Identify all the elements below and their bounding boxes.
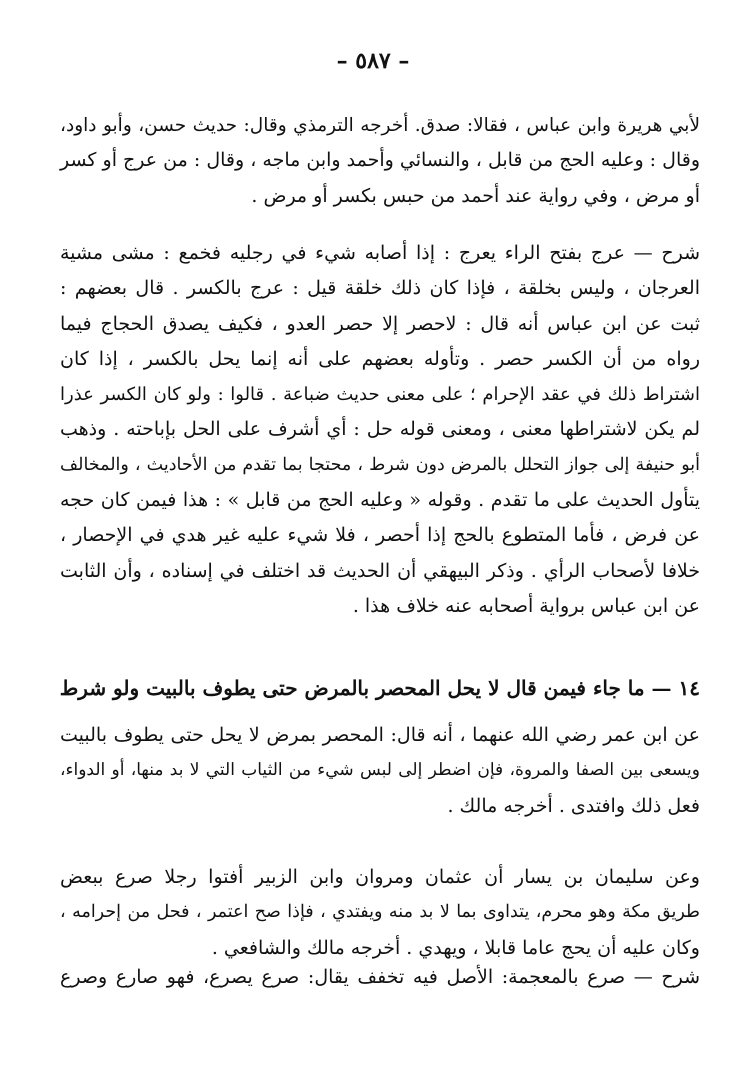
text-line: خلافا لأصحاب الرأي . وذكر البيهقي أن الحديث قد اختلف في إسناده ، وأن الثابت (60, 559, 700, 582)
text-line: فعل ذلك وافتدى . أخرجه مالك . (447, 794, 700, 817)
text-line: ويسعى بين الصفا والمروة، فإن اضطر إلى لبس شيء من الثياب التي لا بد منها، أو الدواء، (60, 760, 700, 781)
text-line: اشتراط ذلك في عقد الإحرام ؛ على معنى حديث ضباعة . قالوا : ولو كان الكسر عذرا (60, 384, 700, 406)
text-line: شرح — صرع بالمعجمة: الأصل فيه تخفف يقال: صرع يصرع، فهو صارع وصرع (60, 966, 700, 988)
text-line: أو مرض ، وفي رواية عند أحمد من حبس بكسر أو مرض . (251, 184, 700, 207)
text-line: العرجان ، وليس بخلقة ، فإذا كان ذلك خلقة قيل : عرج بالكسر . قال بعضهم : (60, 277, 700, 300)
page-number: – ٥٨٧ – (336, 48, 410, 74)
text-line: عن ابن عباس برواية أصحابه عنه خلاف هذا . (352, 594, 700, 617)
text-line: ثبت عن ابن عباس أنه قال : لاحصر إلا حصر العدو ، فكيف يصدق الحجاج فيما (60, 312, 700, 335)
text-line: عن فرض ، فأما المتطوع بالحج إذا أحصر ، فلا شيء عليه غير هدي في الإحصار ، (60, 524, 700, 547)
text-line: وكان عليه أن يحج عاما قابلا ، ويهدي . أخرجه مالك والشافعي . (211, 936, 700, 959)
text-line: عن ابن عمر رضي الله عنهما ، أنه قال: المحصر بمرض لا يحل حتى يطوف بالبيت (60, 724, 700, 746)
text-line: وقال : وعليه الحج من قابل ، والنسائي وأحمد وابن ماجه ، وقال : من عرج أو كسر (60, 149, 700, 172)
text-line: شرح — عرج بفتح الراء يعرج : إذا أصابه شيء في رجليه فخمع : مشى مشية (60, 242, 700, 264)
paragraph-commentary-1 (60, 236, 700, 624)
section-heading: ١٤ — ما جاء فيمن قال لا يحل المحصر بالمرض حتى يطوف بالبيت ولو شرط (59, 676, 700, 700)
paragraph-commentary-2 (60, 960, 700, 995)
paragraph-hadith-1 (60, 108, 700, 214)
text-line: أبو حنيفة إلى جواز التحلل بالمرض دون شرط ، محتجا بما تقدم من الأحاديث ، والمخالف (60, 454, 700, 475)
text-line: لأبي هريرة وابن عباس ، فقالا: صدق. أخرجه الترمذي وقال: حديث حسن، وأبو داود، (60, 115, 700, 136)
paragraph-hadith-3 (60, 860, 700, 966)
text-line: رواه من أن الكسر حصر . وتأوله بعضهم على أنه إنما يحل بالكسر ، إذا كان (60, 347, 700, 370)
paragraph-hadith-2 (60, 718, 700, 824)
text-line: لم يكن لاشتراطها معنى ، ومعنى قوله حل : أي أشرف على الحل بإباحته . وذهب (60, 418, 700, 441)
text-line: وعن سليمان بن يسار أن عثمان ومروان وابن الزبير أفتوا رجلا صرع ببعض (60, 866, 700, 888)
text-line: يتأول الحديث على ما تقدم . وقوله « وعليه الحج من قابل » : هذا فيمن كان حجه (60, 489, 700, 512)
text-line: طريق مكة وهو محرم، يتداوى بما لا بد منه ويفتدي ، فإذا صح اعتمر ، فحل من إحرامه ، (60, 902, 700, 923)
